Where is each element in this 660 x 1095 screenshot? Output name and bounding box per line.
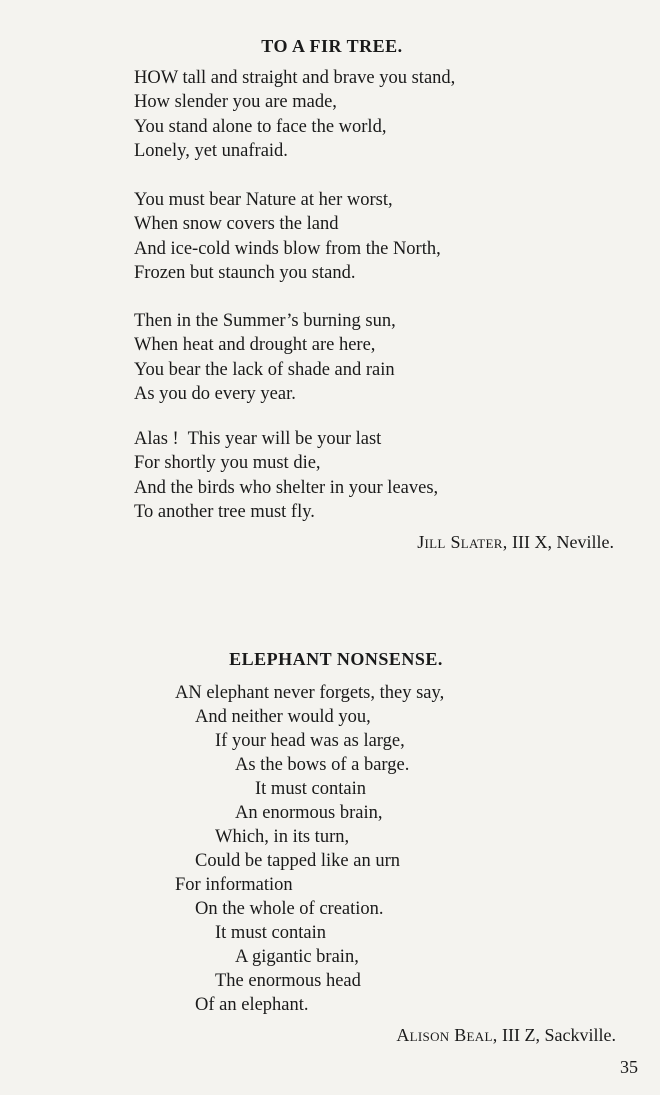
poem-line: Lonely, yet unafraid. — [134, 140, 288, 161]
author-name: Alison Beal, — [396, 1025, 498, 1045]
poem-line: For information — [175, 875, 293, 895]
poem-line: HOW tall and straight and brave you stand, — [134, 68, 456, 88]
poem-line: AN elephant never forgets, they say, — [175, 683, 445, 703]
poem-line: Alas ! This year will be your last — [134, 429, 382, 449]
author-form-house: III Z, Sackville. — [497, 1025, 616, 1045]
poem-line: And the birds who shelter in your leaves, — [134, 477, 439, 498]
poem-line: The enormous head — [215, 971, 361, 991]
poem-title: TO A FIR TREE. — [261, 36, 403, 56]
poem-line: It must contain — [255, 779, 366, 799]
poem-line: And ice-cold winds blow from the North, — [134, 238, 441, 259]
poem-line: Of an elephant. — [195, 995, 309, 1015]
poem-author — [417, 532, 614, 553]
poem-line: Could be tapped like an urn — [195, 851, 400, 871]
poem-line: It must contain — [215, 923, 326, 943]
poem-line: A gigantic brain, — [235, 947, 359, 967]
poem-line: Frozen but staunch you stand. — [134, 262, 356, 283]
poem-line: For shortly you must die, — [134, 453, 321, 474]
author-form-house: III X, Neville. — [507, 532, 614, 552]
stanza — [134, 188, 441, 285]
poem-line: If your head was as large, — [215, 731, 405, 751]
stanza — [134, 309, 396, 406]
poem-line: Then in the Summer’s burning sun, — [134, 311, 396, 331]
poem-line: How slender you are made, — [134, 92, 337, 113]
page-number: 35 — [620, 1057, 638, 1077]
poem-title: ELEPHANT NONSENSE. — [229, 649, 443, 669]
poem-line: You stand alone to face the world, — [134, 116, 387, 137]
author-name: Jill Slater, — [417, 532, 508, 552]
poem-line: As you do every year. — [134, 383, 296, 404]
poem-line: When heat and drought are here, — [134, 335, 376, 356]
poem-author — [396, 1025, 616, 1046]
poem-line: You must bear Nature at her worst, — [134, 190, 393, 210]
poem-line: When snow covers the land — [134, 214, 339, 235]
poem-body — [175, 681, 444, 1017]
poem-line: An enormous brain, — [235, 803, 383, 823]
stanza — [134, 66, 455, 163]
poem-line: On the whole of creation. — [195, 899, 384, 919]
poem-line: As the bows of a barge. — [235, 755, 410, 775]
poem-line: To another tree must fly. — [134, 501, 315, 522]
poem-line: You bear the lack of shade and rain — [134, 359, 395, 380]
stanza — [134, 427, 438, 524]
poem-line: Which, in its turn, — [215, 827, 350, 847]
poem-line: And neither would you, — [195, 707, 371, 727]
